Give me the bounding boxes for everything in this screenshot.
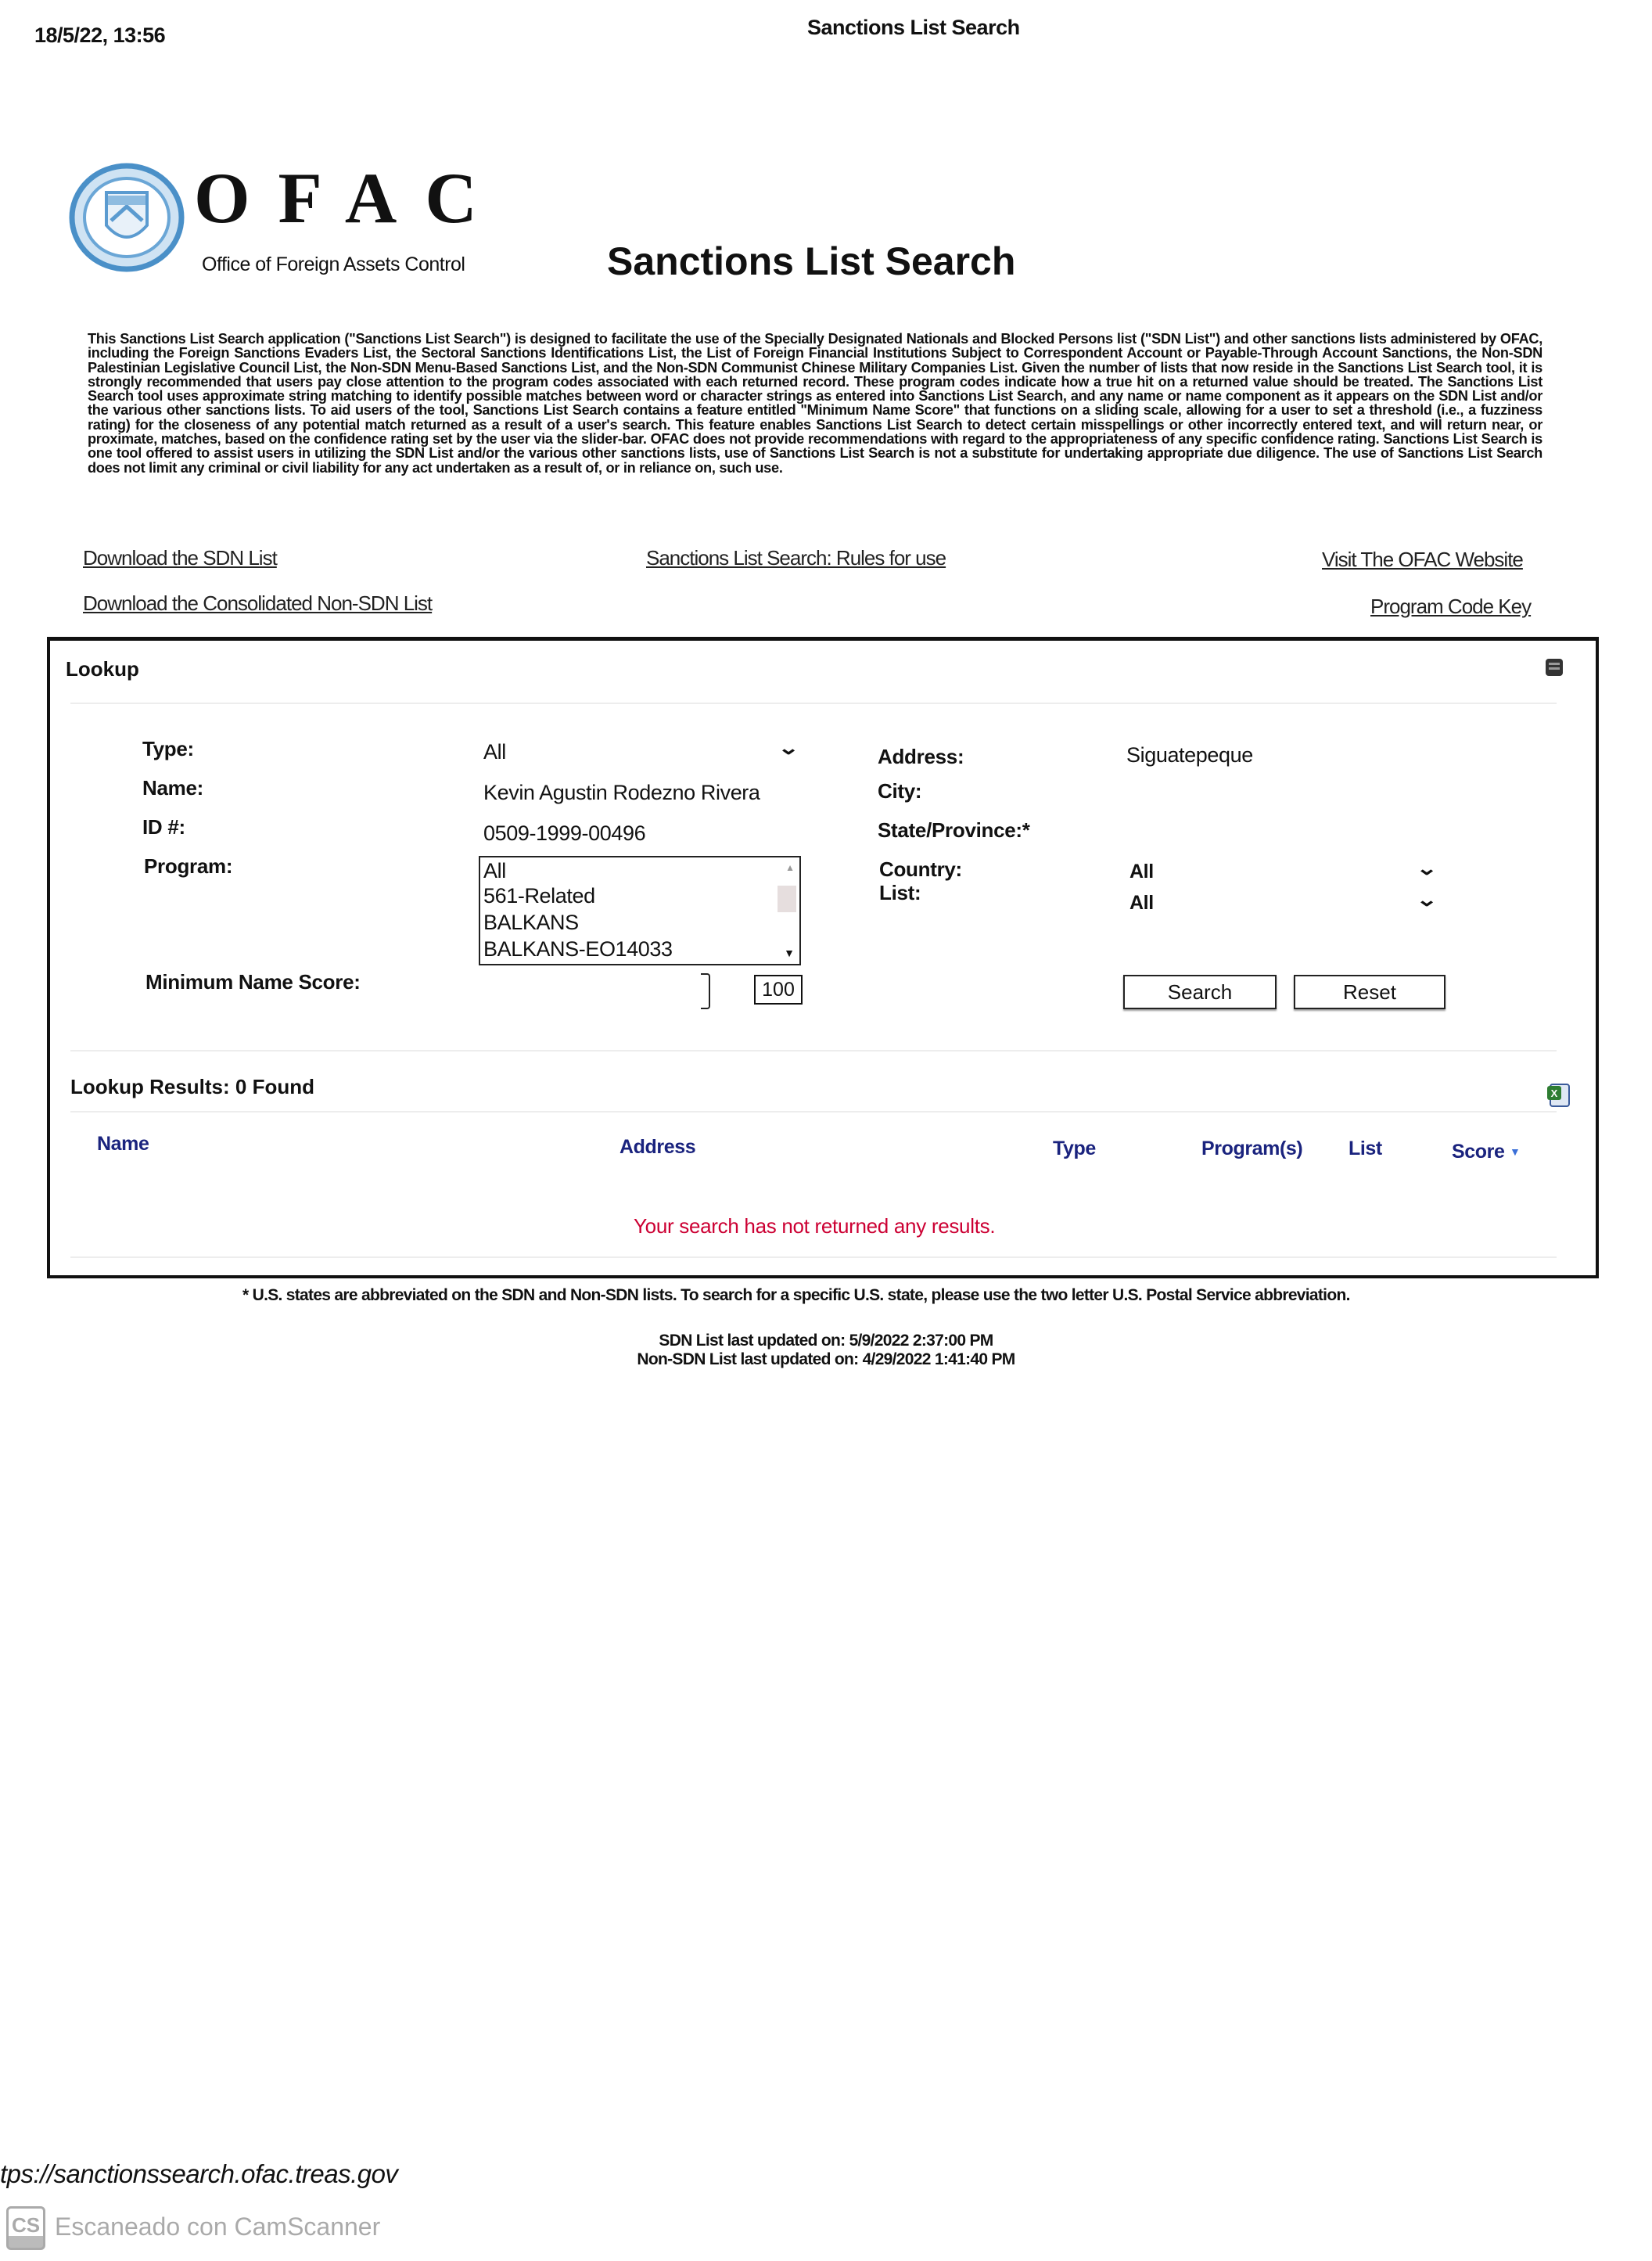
program-option[interactable]: BALKANS	[483, 911, 579, 934]
state-label: State/Province:*	[878, 818, 1030, 842]
non-sdn-last-updated: Non-SDN List last updated on: 4/29/2022 1:41:40 PM	[637, 1350, 1015, 1368]
list-select-value: All	[1129, 892, 1154, 914]
sort-desc-icon: ▼	[1510, 1145, 1521, 1158]
state-input[interactable]	[1126, 818, 1439, 842]
column-header-score-label: Score	[1452, 1141, 1505, 1163]
chevron-down-icon: ⌄	[777, 738, 800, 759]
column-header-list[interactable]: List	[1349, 1138, 1382, 1159]
print-date: 18/5/22, 13:56	[34, 23, 166, 47]
reset-button[interactable]: Reset	[1294, 975, 1446, 1009]
treasury-seal-icon	[69, 163, 185, 272]
ofac-logo-text: OFAC	[194, 158, 505, 238]
min-score-slider-track[interactable]	[479, 989, 707, 990]
svg-text:X: X	[1550, 1087, 1558, 1099]
column-header-score[interactable]	[1452, 1141, 1521, 1163]
print-footer-url: tps://sanctionssearch.ofac.treas.gov	[0, 2159, 398, 2188]
lookup-bottom-divider	[70, 1050, 1557, 1051]
program-option[interactable]: BALKANS-EO14033	[483, 937, 673, 961]
download-sdn-link[interactable]: Download the SDN List	[83, 546, 277, 570]
type-select[interactable]	[479, 735, 799, 764]
results-bottom-divider	[70, 1256, 1557, 1258]
intro-paragraph: This Sanctions List Search application ("Sanctions List Search") is designed to facilitate the use of the Specially Designated Nationals and Blocked Persons list ("SDN List") and other sanctions lists administered by OFAC, including the Foreign Sanctions Evaders List, the Sectoral Sanctions Identifications List, the List of Foreign Financial Institutions Subject to Correspondent Account or Payable-Through Account Sanctions, the Non-SDN Palestinian Legislative Council List, the Non-SDN Menu-Based Sanctions List, and the Non-SDN Communist Chinese Military Companies List. Given the number of lists that now reside in the Sanctions List Search tool, it is strongly recommended that users pay close attention to the program codes associated with each returned record. These program codes indicate how a true hit on a returned value should be treated. The Sanctions List Search tool uses approximate string matching to identify possible matches between word or character strings as entered into Sanctions List Search, and any name or name component as it appears on the SDN List and/or the various other sanctions lists. To aid users of the tool, Sanctions List Search contains a feature entitled "Minimum Name Score" that functions on a sliding scale, allowing for a user to set a threshold (i.e., a fuzziness rating) for the closeness of any potential match returned as a result of a user's search. This feature enables Sanctions List Search to detect certain misspellings or other incorrectly entered text, and will return near, or proximate, matches, based on the confidence rating set by the user via the slider-bar. OFAC does not provide recommendations with regard to the appropriateness of any specific confidence rating. Sanctions List Search is one tool offered to assist users in utilizing the SDN List and/or the various other sanctions lists, use of Sanctions List Search is not a substitute for undertaking appropriate due diligence. The use of Sanctions List Search does not limit any criminal or civil liability for any act undertaken as a result of, or in reliance on, such use.	[88, 331, 1542, 476]
list-label: List:	[879, 881, 921, 904]
column-header-programs[interactable]: Program(s)	[1201, 1138, 1303, 1159]
type-select-value: All	[483, 740, 506, 764]
print-page-title: Sanctions List Search	[807, 16, 1020, 39]
no-results-message: Your search has not returned any results.	[634, 1214, 996, 1238]
lookup-divider	[70, 703, 1557, 704]
ofac-logo-subtitle: Office of Foreign Assets Control	[202, 253, 465, 275]
state-abbreviation-footnote: * U.S. states are abbreviated on the SDN and Non-SDN lists. To search for a specific U.S. state, please use the two letter U.S. Postal Service abbreviation.	[242, 1286, 1350, 1304]
chevron-down-icon: ⌄	[1415, 858, 1438, 879]
program-option[interactable]: All	[483, 859, 506, 882]
id-label: ID #:	[142, 815, 185, 839]
min-score-label: Minimum Name Score:	[145, 970, 361, 994]
rules-for-use-link[interactable]: Sanctions List Search: Rules for use	[646, 546, 946, 570]
camscanner-logo-icon: CS	[6, 2206, 45, 2250]
name-label: Name:	[142, 776, 203, 800]
id-input[interactable]: 0509-1999-00496	[483, 821, 646, 845]
address-input[interactable]: Siguatepeque	[1126, 743, 1253, 767]
camscanner-watermark: Escaneado con CamScanner	[55, 2212, 381, 2241]
column-header-type[interactable]: Type	[1053, 1138, 1096, 1159]
program-option[interactable]: 561-Related	[483, 884, 595, 908]
print-icon[interactable]	[1544, 659, 1564, 676]
results-title: Lookup Results: 0 Found	[70, 1075, 314, 1098]
scroll-up-icon[interactable]: ▲	[785, 862, 795, 873]
program-code-key-link[interactable]: Program Code Key	[1370, 595, 1532, 618]
program-listbox[interactable]	[479, 856, 801, 965]
visit-ofac-link[interactable]: Visit The OFAC Website	[1322, 548, 1523, 571]
page-title: Sanctions List Search	[607, 239, 1016, 283]
scrollbar-thumb[interactable]	[778, 886, 796, 912]
program-label: Program:	[144, 854, 233, 878]
scroll-down-icon[interactable]: ▼	[784, 947, 795, 959]
country-select-value: All	[1129, 861, 1154, 882]
export-excel-icon[interactable]	[1546, 1081, 1572, 1108]
name-input[interactable]: Kevin Agustin Rodezno Rivera	[483, 781, 760, 804]
address-label: Address:	[878, 745, 964, 768]
lookup-title: Lookup	[66, 657, 139, 681]
list-select[interactable]	[1126, 889, 1439, 915]
download-non-sdn-link[interactable]: Download the Consolidated Non-SDN List	[83, 591, 433, 615]
country-select[interactable]	[1126, 857, 1439, 884]
search-button[interactable]: Search	[1123, 975, 1277, 1009]
lookup-panel	[47, 637, 1599, 1278]
min-score-slider-handle[interactable]	[701, 973, 710, 1009]
min-score-input[interactable]: 100	[754, 975, 803, 1005]
type-label: Type:	[142, 737, 194, 760]
city-input[interactable]	[1126, 779, 1439, 803]
column-header-address[interactable]: Address	[620, 1136, 696, 1158]
results-divider	[70, 1111, 1557, 1113]
chevron-down-icon: ⌄	[1415, 890, 1438, 911]
country-label: Country:	[879, 857, 962, 881]
sdn-last-updated: SDN List last updated on: 5/9/2022 2:37:00 PM	[659, 1332, 993, 1350]
city-label: City:	[878, 779, 922, 803]
column-header-name[interactable]: Name	[97, 1133, 149, 1155]
